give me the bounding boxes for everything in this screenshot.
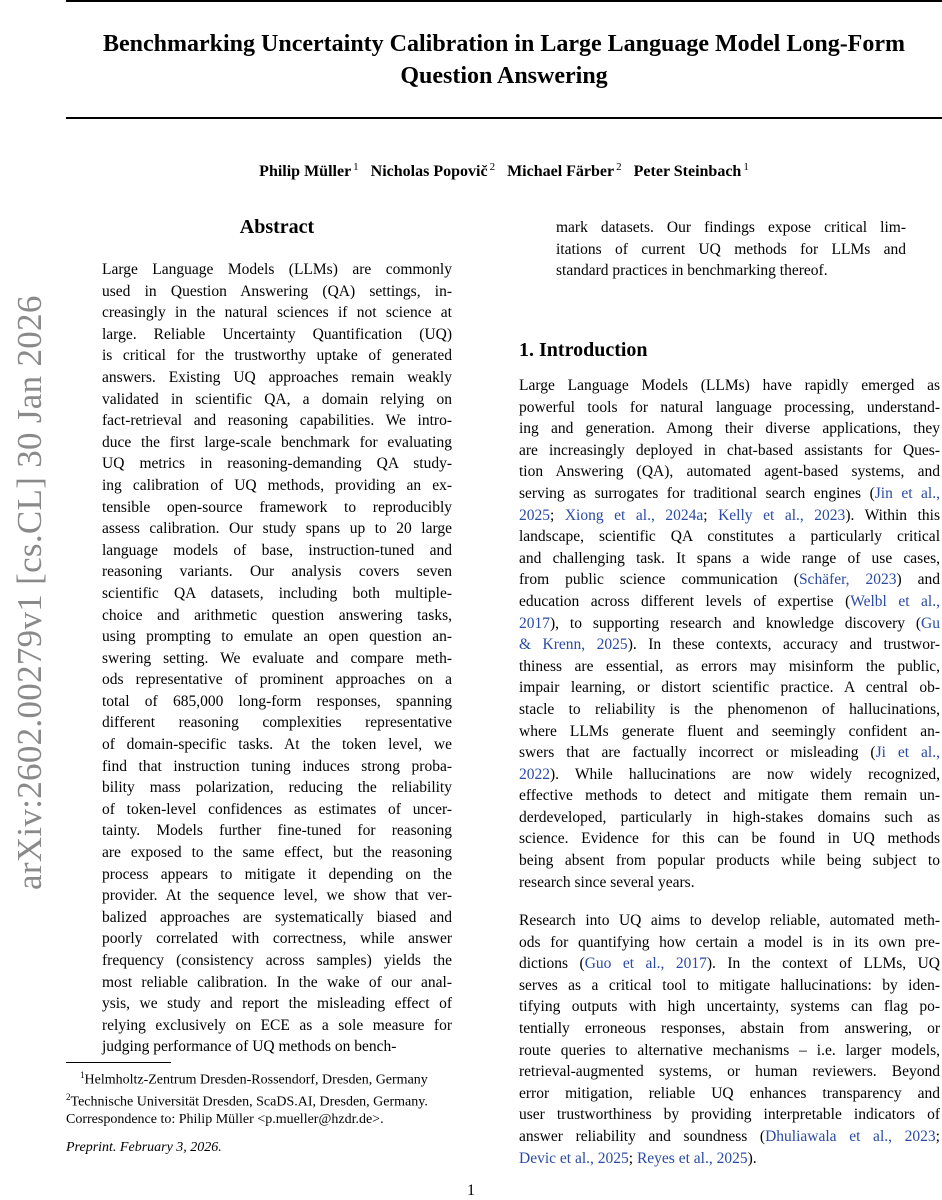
abstract-line: ysis, we study and report the misleading effect of	[102, 995, 452, 1013]
intro-p2-line	[519, 1126, 940, 1148]
abstract-line: scientific QA datasets, including both multiple-	[102, 584, 452, 602]
abstract-line: used in Question Answering (QA) settings, in-	[102, 282, 452, 300]
abstract-body	[102, 259, 452, 1058]
text-run: Large Language Models (LLMs) have rapidly emerged as	[519, 377, 940, 394]
preprint-note: Preprint. February 3, 2026.	[66, 1140, 222, 1155]
text-run: thiness are essential, as errors may misinform the public,	[519, 657, 940, 675]
text-run: answer reliability and soundness (	[519, 1127, 766, 1145]
intro-p1-line	[519, 742, 940, 764]
abstract-continued-line: mark datasets. Our findings expose critical lim-	[556, 219, 906, 236]
intro-paragraph-1	[519, 375, 940, 893]
intro-p2-line	[519, 1083, 940, 1105]
author-list	[66, 157, 942, 182]
intro-p1-line	[519, 828, 940, 850]
intro-p2-line	[519, 996, 940, 1018]
text-run: science. Evidence for this can be found in UQ methods	[519, 830, 940, 848]
text-run: where LLMs generate fluent and seemingly confident an-	[519, 722, 940, 740]
footnotes	[66, 1067, 496, 1129]
abstract-line: provider. At the sequence level, we show that ver-	[102, 887, 452, 905]
intro-p1-line	[519, 764, 940, 786]
abstract-line: answers. Existing UQ approaches remain weakly	[102, 368, 452, 386]
abstract-line: large. Reliable Uncertainty Quantification (UQ)	[102, 325, 452, 343]
title-line-2: Question Answering	[400, 63, 608, 89]
abstract-line: most reliable calibration. In the wake of our anal-	[102, 973, 452, 991]
abstract-line: reasoning variants. Our analysis covers seven	[102, 563, 452, 581]
footnote-rule	[66, 1062, 171, 1063]
footnote-1: $^1$Helmholtz-Zentrum Dresden-Rossendorf, Dresden, Germany	[80, 1070, 428, 1088]
author-name: Philip Müller	[259, 163, 352, 181]
abstract-line: different reasoning complexities representative	[102, 714, 452, 732]
abstract-line: ing calibration of UQ methods, providing an ex-	[102, 476, 452, 494]
text-run: ;	[935, 1127, 940, 1145]
text-run: tion Answering (QA), automated agent-based systems, and	[519, 463, 940, 481]
paper-title	[66, 28, 942, 92]
text-run: landscape, scientific QA constitutes a particularly critical	[519, 528, 940, 546]
intro-p1-line	[519, 699, 940, 721]
intro-p1-line	[519, 613, 940, 635]
text-run: ) and	[896, 571, 941, 589]
abstract-line: validated in scientific QA, a domain relying on	[102, 390, 452, 408]
citation-link[interactable]: 2017	[519, 614, 550, 632]
intro-p2-line	[519, 1061, 940, 1083]
text-run: serving as surrogates for traditional search engines (	[519, 484, 875, 502]
top-rule	[66, 0, 942, 2]
text-run: tentially erroneous responses, abstain from answering, or	[519, 1019, 940, 1037]
intro-p2-line	[519, 1040, 940, 1062]
text-run: education across different levels of expertise (	[519, 592, 851, 610]
intro-p1-line	[519, 397, 940, 419]
text-run: error mitigation, reliable UQ enhances transparency and	[519, 1084, 940, 1102]
abstract-line: are exposed to the same effect, but the reasoning	[102, 844, 452, 862]
citation-link[interactable]: Guo et al., 2017	[584, 955, 707, 973]
intro-p1-line	[519, 807, 940, 829]
abstract-line: process appears to mitigate it depending on the	[102, 865, 452, 883]
text-run: swers that are factually incorrect or misleading (	[519, 744, 876, 762]
intro-p2-line	[519, 953, 940, 975]
abstract-line: of domain-specific tasks. At the token level, we	[102, 736, 452, 754]
abstract-line: bility mass polarization, reducing the reliability	[102, 779, 452, 797]
text-run: research since several years.	[519, 873, 695, 891]
citation-link[interactable]: Devic et al., 2025	[519, 1149, 629, 1167]
citation-link[interactable]: Gu	[921, 614, 940, 632]
intro-p1-line	[519, 375, 940, 397]
text-run: retrieval-augmented systems, or human reviewers. Beyond	[519, 1063, 940, 1081]
intro-p1-line	[519, 505, 940, 527]
abstract-line: assess calibration. Our study spans up to 20 large	[102, 520, 452, 538]
citation-link[interactable]: Welbl et al.,	[850, 592, 940, 610]
intro-p2-line	[519, 1148, 940, 1170]
citation-link[interactable]: Jin et al.,	[874, 484, 940, 502]
text-run: serves as a critical tool to mitigate hallucinations: by iden-	[519, 976, 940, 994]
text-run: powerful tools for natural language processing, understand-	[519, 398, 940, 416]
citation-link[interactable]: Dhuliawala et al., 2023	[765, 1127, 936, 1145]
abstract-line: judging performance of UQ methods on bench-	[102, 1038, 397, 1056]
text-run: tifying outputs with high uncertainty, systems can flag po-	[519, 998, 940, 1016]
text-run: effective methods to detect and mitigate them remain un-	[519, 787, 940, 805]
intro-p1-line	[519, 461, 940, 483]
intro-p2-line	[519, 1104, 940, 1126]
abstract-line: is critical for the trustworthy uptake of generated	[102, 347, 452, 365]
text-run: impair learning, or distort scientific practice. A central ob-	[519, 679, 940, 697]
footnote-2: $^2$Technische Universität Dresden, ScaDS.AI, Dresden, Germany.	[66, 1092, 428, 1110]
author-name: Michael Färber	[507, 163, 615, 181]
abstract-line: ods representative of prominent approaches on a	[102, 671, 452, 689]
intro-p1-line	[519, 483, 940, 505]
abstract-continued-line: itations of current UQ methods for LLMs and	[556, 240, 906, 258]
text-run: ods for quantifying how certain a model is in its own pre-	[519, 933, 940, 951]
text-run: from public science communication (	[519, 571, 799, 589]
text-run: ). In the context of LLMs, UQ	[706, 955, 940, 973]
intro-p2-line	[519, 975, 940, 997]
author-name: Nicholas Popovič	[370, 163, 488, 181]
section-heading-introduction: 1. Introduction	[519, 339, 648, 361]
text-run: ). While hallucinations are now widely recognized,	[550, 765, 940, 783]
text-run: derdeveloped, particularly in high-stakes domains such as	[519, 808, 940, 826]
intro-p1-line	[519, 677, 940, 699]
author-affiliation-mark: 2	[616, 161, 622, 173]
text-run: user trustworthiness by providing interpretable indicators of	[519, 1106, 940, 1124]
text-run: ). Within this	[845, 506, 940, 524]
abstract-line: language models of base, instruction-tuned and	[102, 541, 452, 559]
citation-link[interactable]: 2022	[519, 765, 550, 783]
intro-p2-line	[519, 910, 940, 932]
title-line-1: Benchmarking Uncertainty Calibration in Large Language Model Long-Form	[103, 31, 905, 57]
arxiv-id: arXiv:2602.00279v1 [cs.CL] 30 Jan 2026	[10, 295, 49, 890]
intro-p1-line	[519, 785, 940, 807]
author-affiliation-mark: 1	[743, 161, 749, 173]
text-run: ing and generation. Among their diverse applications, they	[519, 420, 940, 438]
author-3	[507, 163, 622, 180]
citation-link[interactable]: Reyes et al., 2025	[636, 1149, 748, 1167]
text-run: being absent from popular products while being subject to	[519, 852, 940, 870]
author-4	[634, 163, 749, 180]
abstract-line: frequency (consistency across samples) yields the	[102, 952, 452, 969]
abstract-heading: Abstract	[239, 216, 315, 238]
abstract-line: swering setting. We evaluate and compare meth-	[102, 649, 452, 667]
abstract-line: duce the first large-scale benchmark for evaluating	[102, 433, 452, 451]
text-run: ;	[550, 506, 565, 524]
intro-p1-line	[519, 872, 940, 894]
author-2	[371, 163, 495, 180]
text-run: ). In these contexts, accuracy and trustwor-	[627, 636, 940, 654]
abstract-line: choice and arithmetic question answering tasks,	[102, 606, 452, 624]
abstract-line: creasingly in the natural sciences if not science at	[102, 304, 452, 322]
citation-link[interactable]: Xiong et al., 2024a	[564, 506, 704, 524]
intro-p2-line	[519, 932, 940, 954]
author-affiliation-mark: 2	[489, 161, 496, 173]
text-run: route queries to alternative mechanisms – i.e. larger models,	[519, 1041, 940, 1059]
intro-p1-line	[519, 418, 940, 440]
abstract-line: UQ metrics in reasoning-demanding QA study-	[102, 455, 452, 473]
text-run: are increasingly deployed in chat-based assistants for Ques-	[519, 441, 940, 459]
citation-link[interactable]: Schäfer, 2023	[798, 571, 897, 589]
text-run: ;	[628, 1149, 637, 1167]
abstract-line: of token-level confidences as estimates of uncer-	[102, 800, 452, 818]
abstract-line: find that instruction tuning induces strong proba-	[102, 757, 452, 775]
abstract-line: tainty. Models further fine-tuned for reasoning	[102, 822, 452, 840]
abstract-line: relying exclusively on ECE as a sole measure for	[102, 1016, 452, 1034]
intro-p1-line	[519, 656, 940, 678]
author-name: Peter Steinbach	[633, 163, 742, 181]
intro-p2-line	[519, 1018, 940, 1040]
citation-link[interactable]: Ji et al.,	[875, 744, 940, 762]
intro-p1-line	[519, 850, 940, 872]
text-run: and challenging task. It spans a wide range of use cases,	[519, 549, 940, 567]
page-number: 1	[467, 1182, 475, 1199]
correspondence: Correspondence to: Philip Müller <p.mueller@hzdr.de>.	[66, 1112, 384, 1128]
abstract-line: balized approaches are systematically biased and	[102, 908, 452, 926]
intro-p1-line	[519, 548, 940, 570]
abstract-continued	[556, 217, 906, 282]
title-rule	[66, 117, 942, 119]
text-run: ), to supporting research and knowledge discovery (	[550, 614, 922, 632]
text-run: ).	[747, 1149, 757, 1167]
intro-p1-line	[519, 440, 940, 462]
intro-p1-line	[519, 721, 940, 743]
intro-p1-line	[519, 591, 940, 613]
citation-link[interactable]: Kelly et al., 2023	[718, 506, 846, 524]
text-run: ;	[703, 506, 719, 524]
intro-p1-line	[519, 569, 940, 591]
text-run: dictions (	[519, 955, 585, 973]
text-run: Research into UQ aims to develop reliable, automated meth-	[519, 912, 940, 929]
abstract-line: poorly correlated with correctness, while answer	[102, 930, 452, 948]
author-1	[259, 163, 359, 180]
abstract-line: Large Language Models (LLMs) are commonly	[102, 261, 452, 278]
author-affiliation-mark: 1	[353, 161, 359, 173]
text-run: stacle to reliability is the phenomenon of hallucinations,	[519, 700, 940, 718]
abstract-line: using prompting to emulate an open question an-	[102, 628, 452, 646]
abstract-line: fact-retrieval and reasoning capabilities. We intro-	[102, 412, 452, 430]
intro-paragraph-2	[519, 910, 940, 1169]
citation-link[interactable]: 2025	[519, 506, 550, 524]
abstract-continued-line: standard practices in benchmarking thereof.	[556, 262, 828, 280]
intro-p1-line	[519, 634, 940, 656]
citation-link[interactable]: & Krenn, 2025	[519, 636, 628, 654]
intro-p1-line	[519, 526, 940, 548]
abstract-line: total of 685,000 long-form responses, spanning	[102, 692, 452, 710]
abstract-line: tensible open-source framework to reproducibly	[102, 498, 452, 516]
